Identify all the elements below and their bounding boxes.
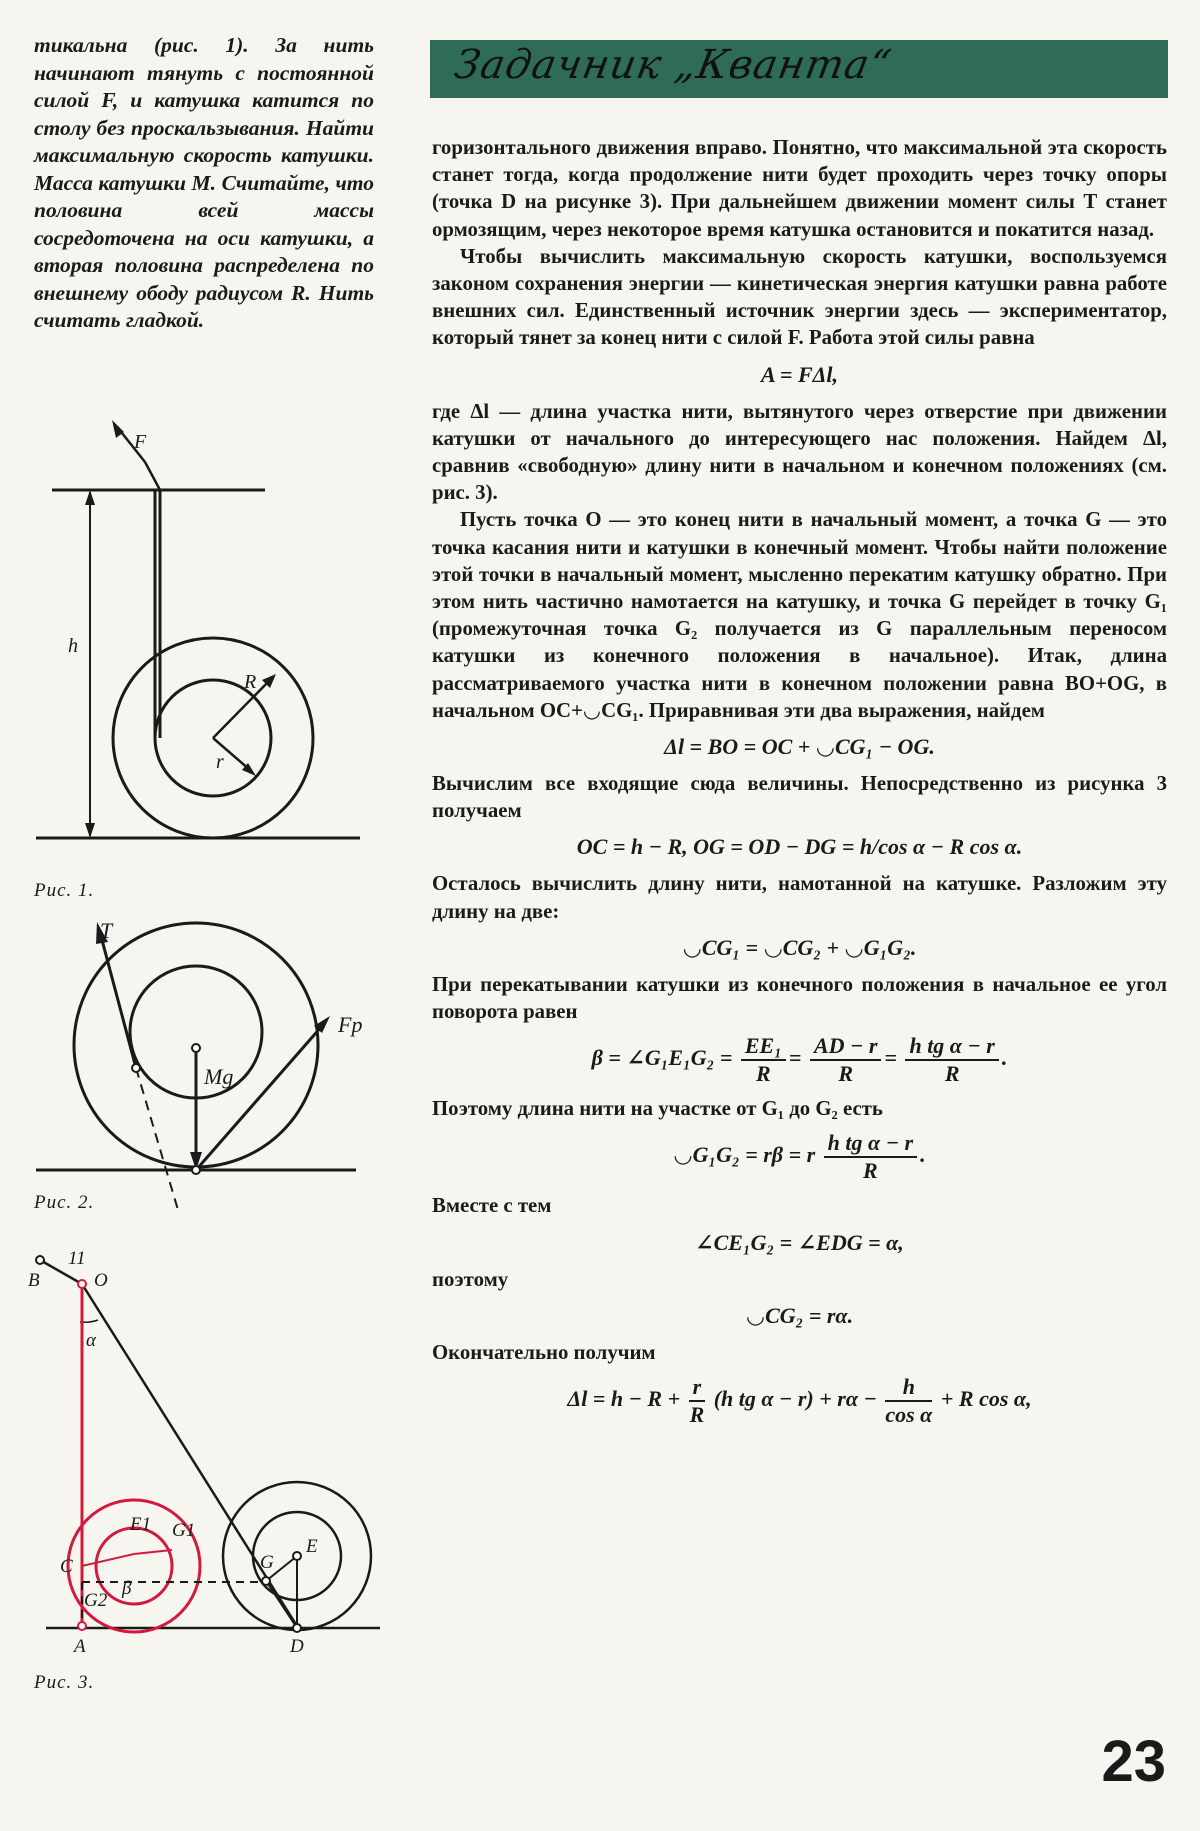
formula-angles: ∠CE₁G₂ = ∠EDG = α, (695, 1229, 904, 1255)
paragraph-1: горизонтального движения вправо. Понятно, что максимальной эта скорость станет тогда, когда продолжение нити будет проходить через точку опоры (точка D на рисунке 3). При дальнейшем движении момент силы T станет ормозящим, через некоторое время катушка остановится и покатится назад. (432, 136, 1167, 241)
problem-statement (34, 32, 374, 335)
numerator: h tg α − r (905, 1033, 998, 1061)
formula-final (432, 1374, 1167, 1428)
fraction (905, 1033, 998, 1087)
banner-title: Задачник „Кванта“ (450, 42, 896, 88)
formula-arc-cg2: ◡CG₂ = rα. (745, 1302, 854, 1328)
figure-1 (0, 420, 380, 860)
fig3-label-G2: G2 (84, 1590, 108, 1611)
fig2-caption: Рис. 2. (34, 1192, 95, 1213)
fig1-label-R: R (244, 671, 257, 693)
fig3-label-D: D (290, 1636, 304, 1657)
paragraph-8: Поэтому длина нити на участке от G₁ до G₂ есть (432, 1097, 883, 1121)
formula-beta-lhs: β = ∠G₁E₁G₂ = (591, 1045, 733, 1071)
fig3-label-O: O (94, 1270, 108, 1291)
fig3-caption: Рис. 3. (34, 1672, 95, 1693)
problem-text: тикальна (рис. 1). За нить начинают тянуть с постоянной силой F, и катушка катится по столу без проскальзывания. Найти максимальную скорость катушки. Масса катушки M. Считайте, что половина всей массы сосредоточена на оси катушки, а вторая половина распределена по внешнему ободу радиусом R. Нить считать гладкой. (34, 33, 374, 332)
numerator: h (885, 1374, 932, 1402)
fig3-label-E1: E1 (130, 1514, 152, 1535)
fig1-label-h: h (68, 635, 78, 657)
fig3-label-B: B (28, 1270, 40, 1291)
formula-delta-l: Δl = BO = OC + ◡CG₁ − OG. (664, 734, 935, 760)
numerator: r (689, 1374, 706, 1402)
paragraph-10: поэтому (432, 1267, 509, 1291)
final-part-b: (h tg α − r) + rα − (713, 1386, 877, 1412)
numerator: EE₁ (741, 1033, 786, 1061)
fig1-label-F: F (134, 431, 147, 453)
fig2-label-Mg: Mg (204, 1064, 234, 1089)
final-part-a: Δl = h − R + (567, 1386, 681, 1412)
denominator: R (689, 1402, 705, 1428)
formula-beta: β = ∠G₁E₁G₂ = $\frac{\text{EE₁}}{R}$ = $\frac{AD - r}{R}$ = $\frac{\text{h tg α − r}}{R}$ . (591, 1033, 1008, 1087)
fig1-caption: Рис. 1. (34, 880, 95, 901)
fig3-label-alpha: α (86, 1330, 96, 1351)
numerator: AD − r (810, 1033, 881, 1061)
fig3-label-C: C (60, 1556, 73, 1577)
fig3-label-beta: β (122, 1578, 132, 1599)
final-part-c: + R cos α, (940, 1386, 1032, 1412)
denominator: R (944, 1061, 960, 1087)
denominator: R (863, 1158, 878, 1184)
denominator: R (756, 1061, 771, 1087)
paragraph-6: Осталось вычислить длину нити, намотанной на катушке. Разложим эту длину на две: (432, 872, 1167, 923)
page-number: 23 (1101, 1729, 1166, 1794)
paragraph-11: Окончательно получим (432, 1340, 656, 1364)
fraction (810, 1033, 881, 1087)
fig2-label-T: T (100, 920, 113, 943)
paragraph-2: Чтобы вычислить максимальную скорость катушки, воспользуемся законом сохранения энергии — кинетическая энергия катушки равна работе внешних сил. Единственный источник энергии здесь — экспериментатор, который тянет за конец нити с силой F. Работа этой силы равна (432, 244, 1167, 350)
paragraph-5: Вычислим все входящие сюда величины. Непосредственно из рисунка 3 получаем (432, 772, 1167, 823)
paragraph-3: где Δl — длина участка нити, вытянутого через отверстие при движении катушки от начального до интересующего нас положения. Найдем Δl, сравнив «свободную» длину нити в начальном и конечном положениях (см. рис. 3). (432, 399, 1167, 505)
formula-oc-og: OC = h − R, OG = OD − DG = h/cos α − R cos α. (576, 834, 1023, 860)
paragraph-4: Пусть точка O — это конец нити в начальный момент, а точка G — это точка касания нити и катушки в конечный момент. Чтобы найти положение этой точки в начальный момент, мысленно перекатим катушку обратно. При этом нить частично намотается на катушку, и точка G перейдет в точку G₁ (промежуточная точка G₂ получается из G параллельным переносом катушки из конечного положения в начальное). Итак, длина рассматриваемого участка нити в конечном положении равна BO+OG, в начальном OC+◡CG₁. Приравнивая эти два выражения, найдем (432, 508, 1167, 722)
paragraph-9: Вместе с тем (432, 1194, 552, 1218)
section-banner (430, 40, 1168, 98)
fig3-label-E: E (306, 1536, 318, 1557)
denominator: cos α (885, 1402, 933, 1428)
fraction (824, 1130, 917, 1184)
fig3-label-G: G (260, 1552, 274, 1573)
formula-arc-lhs: ◡G₁G₂ = rβ = r (673, 1142, 816, 1168)
numerator: h tg α − r (824, 1130, 917, 1158)
fig3-label-G1: G1 (172, 1520, 196, 1541)
fig3-label-A: A (74, 1636, 86, 1657)
formula-arc-g1g2: ◡G₁G₂ = rβ = r $\frac{\text{h tg α − r}}{R}$ . (673, 1130, 926, 1184)
fig2-label-Fp: Fp (338, 1012, 363, 1037)
paragraph-7: При перекатывании катушки из конечного положения в начальное ее угол поворота равен (432, 972, 1167, 1024)
article-body (432, 134, 1167, 1436)
formula-work: A = FΔl, (760, 361, 839, 387)
fraction (689, 1374, 706, 1428)
fig3-label-ll: 11 (68, 1250, 86, 1269)
denominator: R (838, 1061, 854, 1087)
figure-3 (0, 1250, 390, 1690)
fig1-label-r: r (216, 751, 224, 773)
figure-2 (0, 920, 380, 1220)
fraction (885, 1374, 932, 1428)
formula-arc-decomposition: ◡CG₁ = ◡CG₂ + ◡G₁G₂. (682, 934, 917, 960)
fraction (741, 1033, 786, 1087)
